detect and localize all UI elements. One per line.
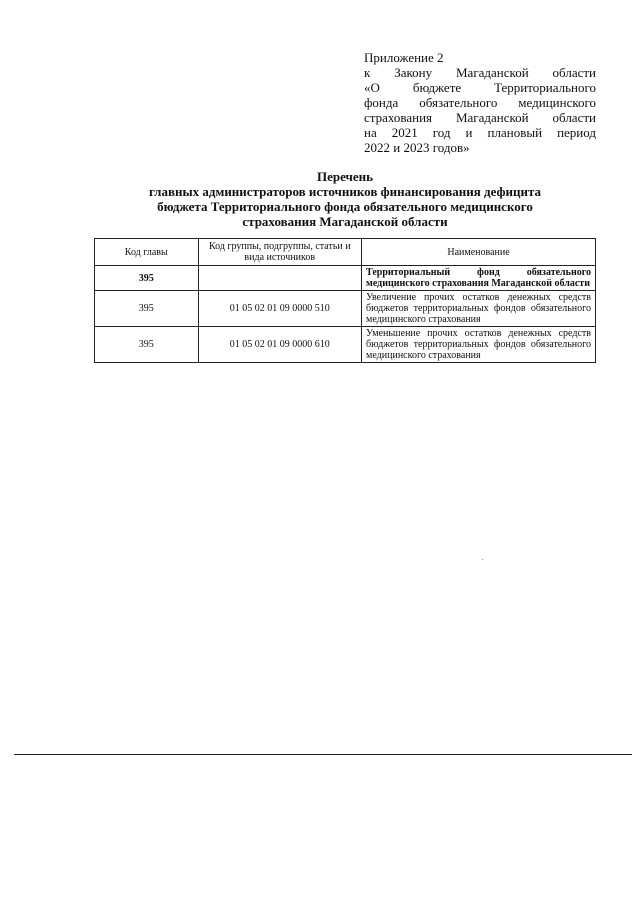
appendix-line: к Закону Магаданской области	[364, 65, 596, 80]
scan-speck	[482, 559, 483, 560]
cell-source-code: 01 05 02 01 09 0000 610	[198, 327, 362, 363]
cell-name: Увеличение прочих остатков денежных средств бюджетов территориальных фондов обязательного медицинского страхования	[362, 291, 596, 327]
cell-chapter-code: 395	[95, 291, 199, 327]
appendix-line: на 2021 год и плановый период	[364, 125, 596, 140]
appendix-line: страхования Магаданской области	[364, 110, 596, 125]
title-subtitle-line: бюджета Территориального фонда обязательного медицинского	[157, 199, 533, 214]
table-row	[95, 266, 596, 291]
header-source-code: Код группы, подгруппы, статьи и вида источников	[198, 239, 362, 266]
cell-name: Уменьшение прочих остатков денежных средств бюджетов территориальных фондов обязательного медицинского страхования	[362, 327, 596, 363]
title-main: Перечень	[316, 169, 374, 184]
table-header-row	[95, 239, 596, 266]
appendix-reference	[364, 50, 596, 155]
header-name: Наименование	[362, 239, 596, 266]
table-row	[95, 291, 596, 327]
cell-name: Территориальный фонд обязательного медицинского страхования Магаданской области	[362, 266, 596, 291]
cell-chapter-code: 395	[95, 266, 199, 291]
title-subtitle-line: страхования Магаданской области	[242, 214, 448, 229]
appendix-line: Приложение 2	[364, 50, 444, 65]
cell-source-code	[198, 266, 362, 291]
title-subtitle-line: главных администраторов источников финансирования дефицита	[148, 184, 542, 199]
bottom-divider	[14, 754, 632, 755]
table-row	[95, 327, 596, 363]
document-title	[90, 169, 600, 229]
header-chapter-code: Код главы	[95, 239, 199, 266]
appendix-line: 2022 и 2023 годов»	[364, 140, 470, 155]
appendix-line: «О бюджете Территориального	[364, 80, 596, 95]
cell-source-code: 01 05 02 01 09 0000 510	[198, 291, 362, 327]
administrators-table	[94, 238, 596, 363]
appendix-line: фонда обязательного медицинского	[364, 95, 596, 110]
cell-chapter-code: 395	[95, 327, 199, 363]
